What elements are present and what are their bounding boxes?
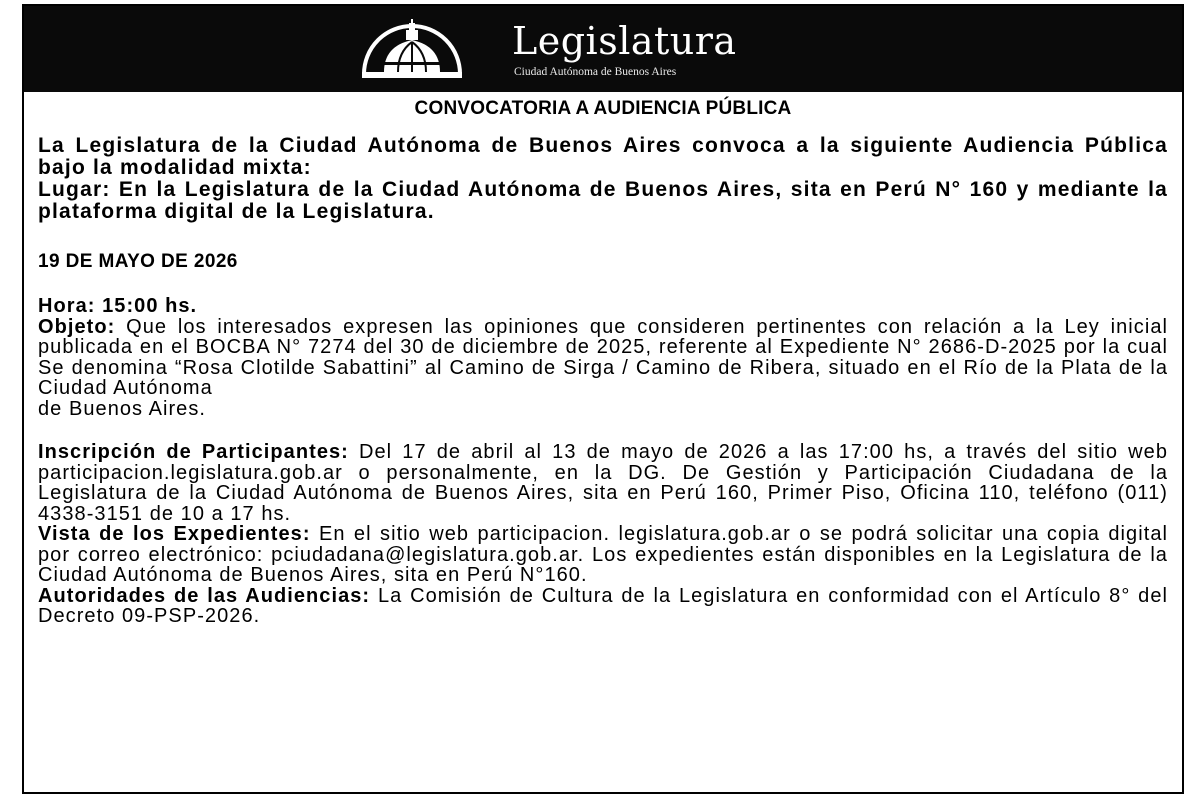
inscripcion-text: Del 17 de abril al 13 de mayo de 2026 a las 17:00 hs, a través del sitio web participacion.legislatura.gob.ar o personalmente, en la DG. De Gestión y Participación Ciudadana de la Legislatura de la Ciudad Autónoma de Buenos Aires, sita en Perú 160, Primer Piso, Oficina 110, teléfono (011) 4338-3151 de 10 a 17 hs.	[38, 441, 1168, 525]
notice-content	[24, 97, 1182, 627]
intro-paragraph: La Legislatura de la Ciudad Autónoma de Buenos Aires convoca a la siguiente Audiencia Pública bajo la modalidad mixta:	[38, 134, 1168, 179]
brand-subtitle: Ciudad Autónoma de Buenos Aires	[514, 66, 677, 78]
hora-line	[38, 296, 1168, 317]
vista-paragraph	[38, 524, 1168, 586]
brand-name: Legislatura	[512, 19, 737, 63]
objeto-text: Que los interesados expresen las opiniones que consideren pertinentes con relación a la Ley inicial publicada en el BOCBA N° 7274 del 30 de diciembre de 2025, referente al Expediente N° 2686-D-2025 por la cual Se denomina “Rosa Clotilde Sabattini” al Camino de Sirga / Camino de Ribera, situado en el Río de la Plata de la Ciudad Autónoma	[38, 315, 1169, 399]
legislature-dome-icon	[358, 18, 466, 82]
autoridades-paragraph	[38, 586, 1168, 627]
autoridades-label: Autoridades de las Audiencias:	[38, 584, 371, 607]
inscripcion-paragraph	[38, 442, 1168, 524]
hora-value: 15:00 hs.	[102, 295, 198, 317]
intro-block	[38, 135, 1168, 223]
details-block-2	[38, 442, 1168, 627]
hearing-date: 19 DE MAYO DE 2026	[38, 251, 238, 272]
vista-label: Vista de los Expedientes:	[38, 523, 311, 545]
objeto-paragraph	[38, 317, 1168, 399]
autoridades-text: La Comisión de Cultura de la Legislatura en conformidad con el Artículo 8° del Decreto 09-PSP-2026.	[38, 584, 1169, 627]
objeto-label: Objeto:	[38, 315, 116, 338]
location-paragraph: Lugar: En la Legislatura de la Ciudad Autónoma de Buenos Aires, sita en Perú N° 160 y mediante la plataforma digital de la Legislatura.	[38, 178, 1168, 223]
inscripcion-label: Inscripción de Participantes:	[38, 441, 349, 463]
hora-label: Hora:	[38, 295, 96, 317]
public-hearing-notice	[22, 4, 1184, 794]
notice-title: CONVOCATORIA A AUDIENCIA PÚBLICA	[414, 98, 792, 119]
details-block-1	[38, 296, 1168, 419]
objeto-last-line: de Buenos Aires.	[38, 397, 207, 420]
header-banner	[24, 6, 1182, 92]
vista-text: En el sitio web participacion. legislatura.gob.ar o se podrá solicitar una copia digital por correo electrónico: pciudadana@legislatura.gob.ar. Los expedientes están disponibles en la Legislatura de la Ciudad Autónoma de Buenos Aires, sita en Perú N°160.	[38, 523, 1168, 586]
